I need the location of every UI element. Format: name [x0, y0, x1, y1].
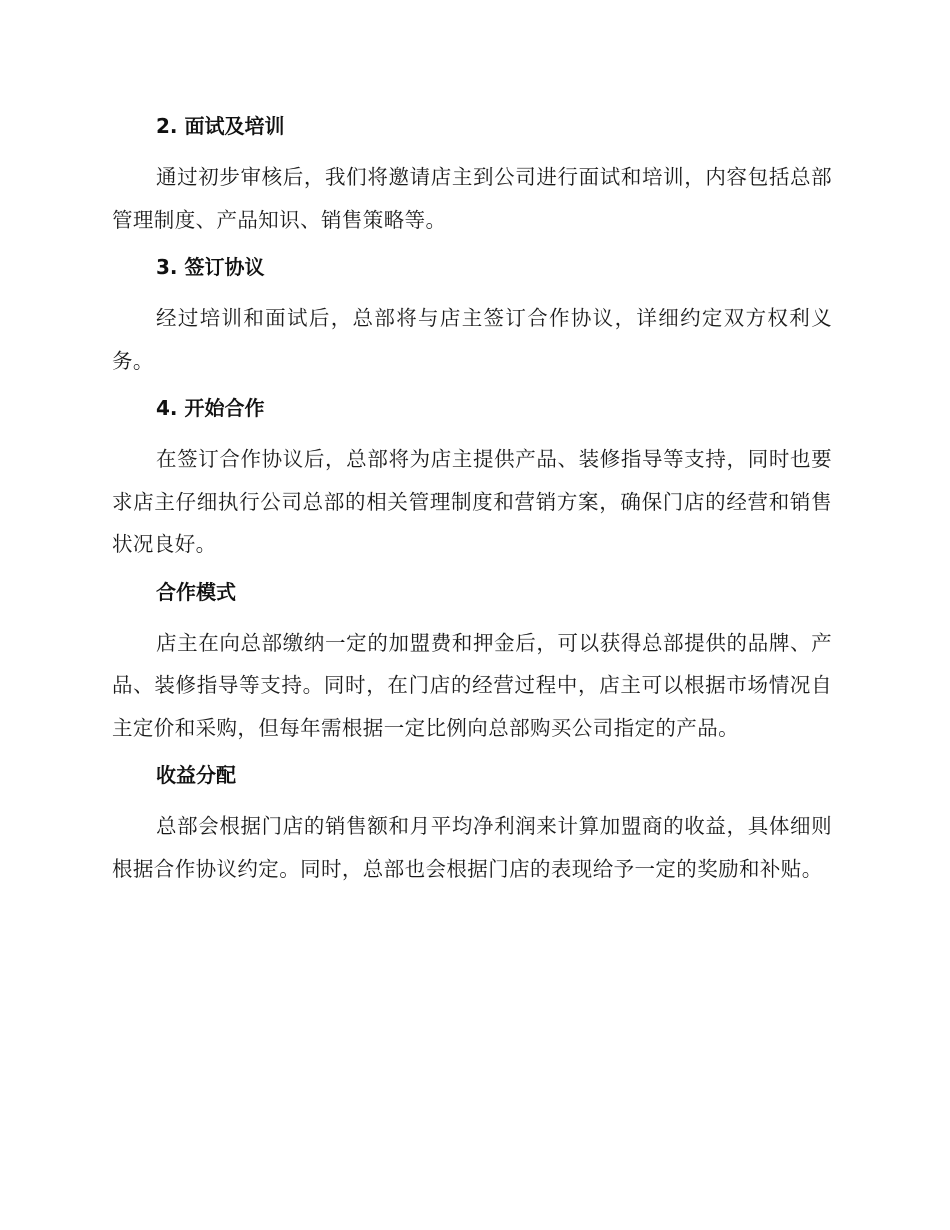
- section-revenue-distribution: [112, 759, 832, 890]
- section-paragraph: 经过培训和面试后，总部将与店主签订合作协议，详细约定双方权利义务。: [112, 306, 832, 373]
- section-sign-agreement: [112, 251, 832, 382]
- section-heading: 收益分配: [156, 763, 236, 787]
- section-paragraph: 店主在向总部缴纳一定的加盟费和押金后，可以获得总部提供的品牌、产品、装修指导等支持。同时，在门店的经营过程中，店主可以根据市场情况自主定价和采购，但每年需根据一定比例向总部购买公司指定的产品。: [112, 630, 832, 740]
- document-body: [112, 110, 832, 900]
- section-heading: 3. 签订协议: [156, 255, 265, 279]
- section-start-cooperation: [112, 392, 832, 566]
- section-paragraph: 通过初步审核后，我们将邀请店主到公司进行面试和培训，内容包括总部管理制度、产品知识、销售策略等。: [112, 165, 832, 232]
- section-heading: 4. 开始合作: [156, 396, 265, 420]
- section-heading: 2. 面试及培训: [156, 114, 285, 138]
- section-paragraph: 总部会根据门店的销售额和月平均净利润来计算加盟商的收益，具体细则根据合作协议约定。同时，总部也会根据门店的表现给予一定的奖励和补贴。: [112, 814, 832, 881]
- section-interview-training: [112, 110, 832, 241]
- section-paragraph: 在签订合作协议后，总部将为店主提供产品、装修指导等支持，同时也要求店主仔细执行公司总部的相关管理制度和营销方案，确保门店的经营和销售状况良好。: [112, 447, 832, 556]
- section-cooperation-mode: [112, 576, 832, 750]
- section-heading: 合作模式: [156, 579, 236, 604]
